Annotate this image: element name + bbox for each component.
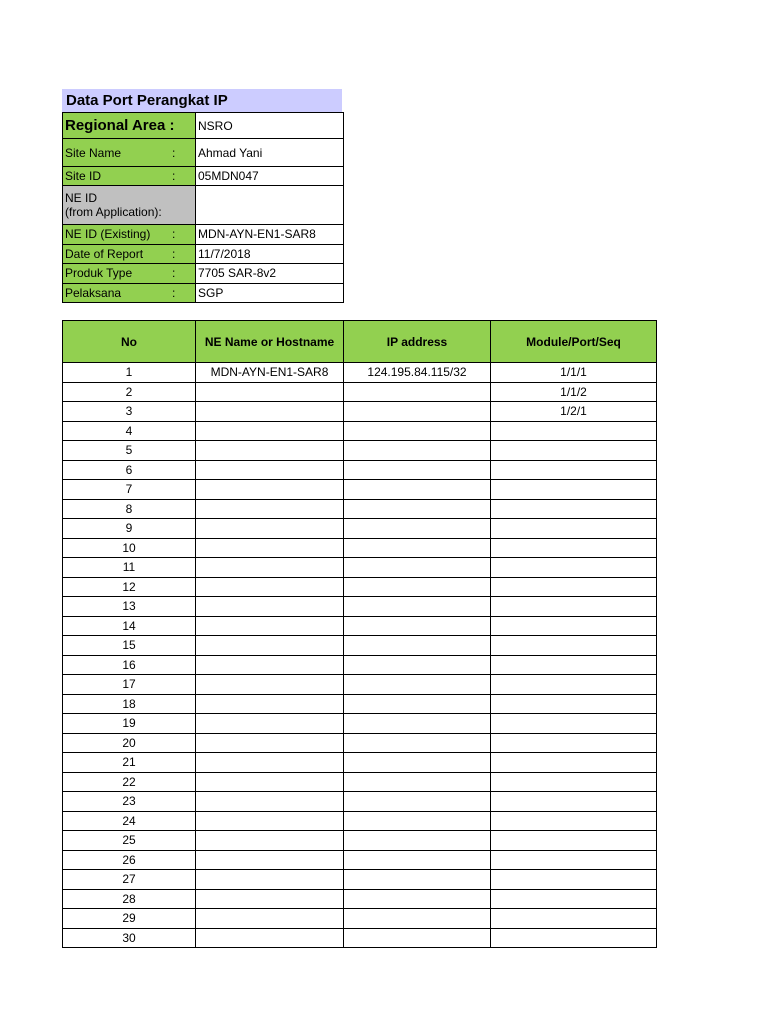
table-row — [63, 382, 657, 402]
cell-ip-address — [344, 636, 491, 656]
site-name-value: Ahmad Yani — [196, 139, 344, 167]
cell-no: 16 — [63, 655, 196, 675]
cell-module-port-seq — [491, 441, 657, 461]
cell-ne-name — [196, 519, 344, 539]
produk-type-value: 7705 SAR-8v2 — [196, 264, 344, 284]
cell-module-port-seq — [491, 519, 657, 539]
cell-ne-name — [196, 753, 344, 773]
table-row — [63, 402, 657, 422]
cell-ip-address — [344, 577, 491, 597]
cell-ip-address — [344, 480, 491, 500]
site-info-table — [62, 112, 344, 303]
cell-ip-address — [344, 733, 491, 753]
cell-no: 25 — [63, 831, 196, 851]
cell-no: 10 — [63, 538, 196, 558]
cell-no: 15 — [63, 636, 196, 656]
cell-no: 8 — [63, 499, 196, 519]
cell-ip-address — [344, 675, 491, 695]
cell-no: 5 — [63, 441, 196, 461]
cell-no: 18 — [63, 694, 196, 714]
table-row — [63, 753, 657, 773]
page-title: Data Port Perangkat IP — [62, 89, 342, 112]
cell-module-port-seq — [491, 597, 657, 617]
cell-ne-name — [196, 811, 344, 831]
table-row — [63, 928, 657, 948]
cell-module-port-seq — [491, 480, 657, 500]
table-row — [63, 480, 657, 500]
table-row — [63, 772, 657, 792]
cell-module-port-seq — [491, 772, 657, 792]
header-no: No — [63, 321, 196, 363]
ne-id-app-label: NE ID (from Application): — [63, 186, 196, 225]
cell-module-port-seq — [491, 558, 657, 578]
cell-ne-name — [196, 382, 344, 402]
cell-module-port-seq — [491, 733, 657, 753]
cell-no: 2 — [63, 382, 196, 402]
table-row — [63, 675, 657, 695]
cell-ne-name — [196, 616, 344, 636]
table-row — [63, 831, 657, 851]
cell-ne-name — [196, 714, 344, 734]
cell-ip-address — [344, 460, 491, 480]
site-id-value: 05MDN047 — [196, 167, 344, 186]
cell-ne-name — [196, 538, 344, 558]
table-row — [63, 421, 657, 441]
cell-ne-name — [196, 460, 344, 480]
cell-no: 6 — [63, 460, 196, 480]
cell-ne-name — [196, 636, 344, 656]
cell-ne-name — [196, 577, 344, 597]
cell-no: 20 — [63, 733, 196, 753]
cell-no: 17 — [63, 675, 196, 695]
cell-no: 13 — [63, 597, 196, 617]
cell-no: 27 — [63, 870, 196, 890]
table-row — [63, 889, 657, 909]
regional-area-label: Regional Area : — [63, 113, 196, 139]
cell-ne-name — [196, 909, 344, 929]
cell-module-port-seq — [491, 850, 657, 870]
cell-ip-address — [344, 597, 491, 617]
table-row — [63, 363, 657, 383]
cell-ip-address — [344, 772, 491, 792]
cell-ip-address — [344, 655, 491, 675]
cell-ne-name — [196, 675, 344, 695]
cell-ip-address — [344, 714, 491, 734]
cell-ip-address — [344, 558, 491, 578]
cell-ne-name — [196, 480, 344, 500]
cell-no: 28 — [63, 889, 196, 909]
cell-no: 26 — [63, 850, 196, 870]
cell-module-port-seq — [491, 616, 657, 636]
table-row — [63, 460, 657, 480]
cell-no: 30 — [63, 928, 196, 948]
cell-ne-name: MDN-AYN-EN1-SAR8 — [196, 363, 344, 383]
cell-ip-address — [344, 889, 491, 909]
ne-id-existing-label: NE ID (Existing) : — [63, 225, 196, 245]
cell-module-port-seq — [491, 577, 657, 597]
cell-no: 23 — [63, 792, 196, 812]
table-row — [63, 636, 657, 656]
table-row — [63, 558, 657, 578]
cell-module-port-seq — [491, 792, 657, 812]
cell-ip-address — [344, 792, 491, 812]
ports-table-header — [63, 321, 657, 363]
cell-ip-address — [344, 909, 491, 929]
cell-no: 1 — [63, 363, 196, 383]
cell-ne-name — [196, 402, 344, 422]
cell-no: 11 — [63, 558, 196, 578]
cell-module-port-seq — [491, 889, 657, 909]
table-row — [63, 792, 657, 812]
cell-ne-name — [196, 889, 344, 909]
cell-no: 21 — [63, 753, 196, 773]
cell-ip-address — [344, 928, 491, 948]
cell-ne-name — [196, 441, 344, 461]
cell-ip-address — [344, 811, 491, 831]
table-row — [63, 538, 657, 558]
ports-table — [62, 320, 657, 948]
ne-id-existing-value: MDN-AYN-EN1-SAR8 — [196, 225, 344, 245]
cell-ip-address — [344, 616, 491, 636]
cell-ip-address — [344, 441, 491, 461]
table-row — [63, 811, 657, 831]
cell-no: 9 — [63, 519, 196, 539]
cell-ne-name — [196, 733, 344, 753]
cell-module-port-seq — [491, 811, 657, 831]
table-row — [63, 577, 657, 597]
cell-module-port-seq — [491, 928, 657, 948]
cell-ne-name — [196, 655, 344, 675]
cell-ip-address — [344, 421, 491, 441]
cell-ip-address — [344, 382, 491, 402]
cell-module-port-seq: 1/1/2 — [491, 382, 657, 402]
table-row — [63, 694, 657, 714]
cell-no: 24 — [63, 811, 196, 831]
cell-ip-address — [344, 870, 491, 890]
cell-module-port-seq — [491, 499, 657, 519]
cell-no: 3 — [63, 402, 196, 422]
cell-ne-name — [196, 850, 344, 870]
cell-no: 7 — [63, 480, 196, 500]
header-ip-address: IP address — [344, 321, 491, 363]
header-module-port-seq: Module/Port/Seq — [491, 321, 657, 363]
cell-ip-address: 124.195.84.115/32 — [344, 363, 491, 383]
cell-ip-address — [344, 538, 491, 558]
table-row — [63, 519, 657, 539]
cell-module-port-seq — [491, 831, 657, 851]
table-row — [63, 499, 657, 519]
cell-ne-name — [196, 558, 344, 578]
cell-module-port-seq — [491, 870, 657, 890]
cell-module-port-seq — [491, 753, 657, 773]
site-name-label: Site Name : — [63, 139, 196, 167]
table-row — [63, 597, 657, 617]
cell-module-port-seq — [491, 655, 657, 675]
cell-module-port-seq — [491, 714, 657, 734]
cell-ip-address — [344, 402, 491, 422]
date-of-report-label: Date of Report : — [63, 244, 196, 264]
cell-no: 14 — [63, 616, 196, 636]
cell-module-port-seq — [491, 675, 657, 695]
cell-module-port-seq: 1/2/1 — [491, 402, 657, 422]
table-row — [63, 870, 657, 890]
cell-ne-name — [196, 597, 344, 617]
produk-type-label: Produk Type : — [63, 264, 196, 284]
cell-ip-address — [344, 753, 491, 773]
pelaksana-label: Pelaksana : — [63, 283, 196, 303]
cell-ne-name — [196, 870, 344, 890]
header-ne-name: NE Name or Hostname — [196, 321, 344, 363]
cell-module-port-seq — [491, 421, 657, 441]
regional-area-value: NSRO — [196, 113, 344, 139]
table-row — [63, 655, 657, 675]
cell-module-port-seq — [491, 909, 657, 929]
cell-no: 19 — [63, 714, 196, 734]
table-row — [63, 909, 657, 929]
cell-module-port-seq — [491, 460, 657, 480]
pelaksana-value: SGP — [196, 283, 344, 303]
cell-no: 12 — [63, 577, 196, 597]
cell-ne-name — [196, 499, 344, 519]
cell-ne-name — [196, 694, 344, 714]
table-row — [63, 714, 657, 734]
table-row — [63, 616, 657, 636]
cell-module-port-seq: 1/1/1 — [491, 363, 657, 383]
table-row — [63, 733, 657, 753]
cell-module-port-seq — [491, 694, 657, 714]
cell-ip-address — [344, 519, 491, 539]
cell-ne-name — [196, 831, 344, 851]
date-of-report-value: 11/7/2018 — [196, 244, 344, 264]
cell-ip-address — [344, 694, 491, 714]
cell-module-port-seq — [491, 636, 657, 656]
cell-ip-address — [344, 831, 491, 851]
cell-ip-address — [344, 850, 491, 870]
cell-ip-address — [344, 499, 491, 519]
site-id-label: Site ID : — [63, 167, 196, 186]
cell-no: 22 — [63, 772, 196, 792]
cell-ne-name — [196, 772, 344, 792]
ne-id-app-value — [196, 186, 344, 225]
cell-module-port-seq — [491, 538, 657, 558]
cell-no: 4 — [63, 421, 196, 441]
cell-ne-name — [196, 421, 344, 441]
cell-ne-name — [196, 928, 344, 948]
cell-no: 29 — [63, 909, 196, 929]
table-row — [63, 441, 657, 461]
cell-ne-name — [196, 792, 344, 812]
table-row — [63, 850, 657, 870]
